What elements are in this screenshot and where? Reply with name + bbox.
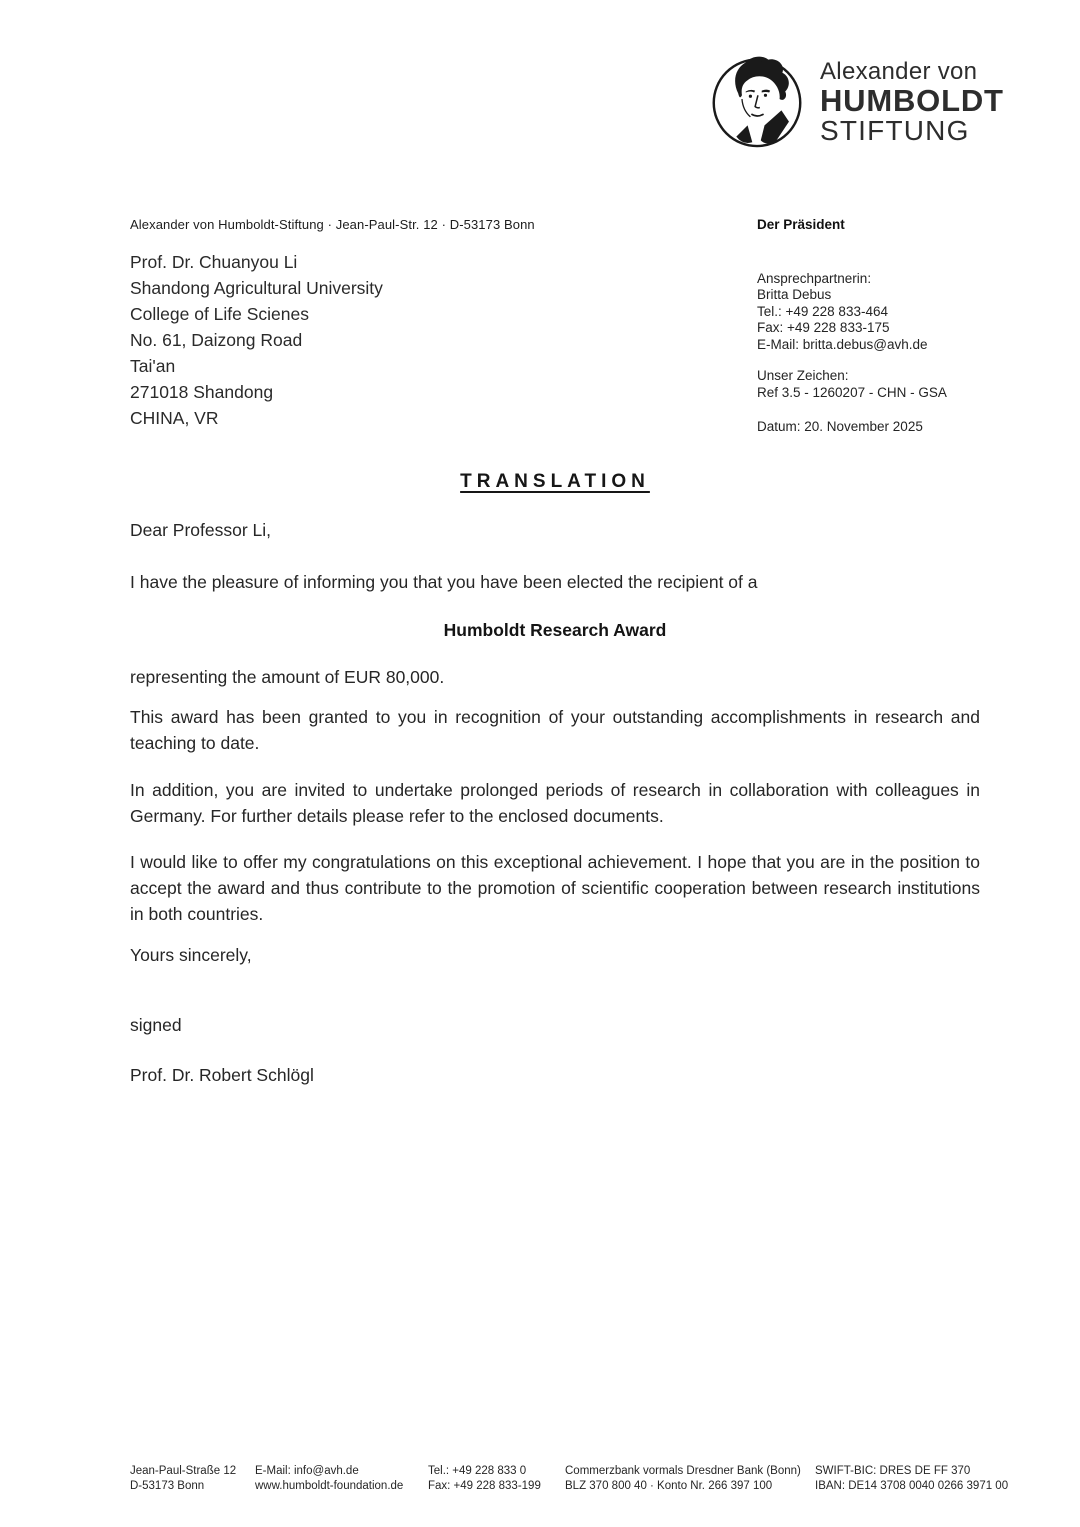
president-label: Der Präsident [757,217,845,232]
contact-label: Ansprechpartnerin: [757,270,872,286]
recipient-college: College of Life Scienes [130,304,309,324]
reference-block [757,368,1017,401]
award-name: Humboldt Research Award [443,620,667,640]
contact-block [757,271,1017,354]
logo-text-humboldt: HUMBOLDT [820,83,1004,118]
recipient-address [130,249,383,431]
humboldt-portrait-icon [710,50,804,150]
recipient-country: CHINA, VR [130,408,219,428]
footer-tel: Tel.: +49 228 833 0 [428,1465,527,1477]
humboldt-foundation-logo [710,50,1004,150]
signed-note: signed [130,1015,182,1035]
salutation: Dear Professor Li, [130,520,272,540]
reference-value: Ref 3.5 - 1260207 - CHN - GSA [757,384,947,400]
letter-info-column [757,217,1017,436]
footer-address-column [130,1464,255,1493]
contact-tel: Tel.: +49 228 833-464 [757,303,888,319]
contact-email: E-Mail: britta.debus@avh.de [757,336,928,352]
footer-swift: SWIFT-BIC: DRES DE FF 370 [815,1465,971,1477]
paragraph-congratulations: I would like to offer my congratulations on this exceptional achievement. I hope that you are in the position to accept the award and thus contribute to the promotion of scientific cooperation between research institutions in both countries. [130,852,980,924]
paragraph-amount: representing the amount of EUR 80,000. [130,667,445,687]
paragraph-intro: I have the pleasure of informing you that you have been elected the recipient of a [130,572,758,592]
footer-email-web-column [255,1464,428,1493]
recipient-street: No. 61, Daizong Road [130,330,303,350]
footer-fax: Fax: +49 228 833-199 [428,1479,541,1492]
footer-street: Jean-Paul-Straße 12 [130,1465,237,1477]
recipient-university: Shandong Agricultural University [130,278,383,298]
letter-footer [130,1464,1030,1493]
paragraph-recognition: This award has been granted to you in recognition of your outstanding accomplishments in research and teaching to date. [130,707,980,753]
letter-title: TRANSLATION [460,471,650,492]
signature-name: Prof. Dr. Robert Schlögl [130,1065,314,1085]
footer-swift-iban-column [815,1464,1030,1493]
footer-bank-account: BLZ 370 800 40 · Konto Nr. 266 397 100 [565,1479,773,1492]
paragraph-invitation: In addition, you are invited to undertake prolonged periods of research in collaboration with colleagues in Germany. For further details please refer to the enclosed documents. [130,780,980,826]
letter-body [130,517,980,1088]
sender-return-address-line: Alexander von Humboldt-Stiftung · Jean-Paul-Str. 12 · D-53173 Bonn [130,217,535,232]
footer-iban: IBAN: DE14 3708 0040 0266 3971 00 [815,1479,1009,1492]
footer-city: D-53173 Bonn [130,1479,205,1492]
recipient-name: Prof. Dr. Chuanyou Li [130,252,298,272]
logo-text-stiftung: STIFTUNG [820,115,970,146]
closing: Yours sincerely, [130,945,252,965]
recipient-city: Tai'an [130,356,176,376]
contact-name: Britta Debus [757,287,832,302]
recipient-postal: 271018 Shandong [130,382,274,402]
footer-phone-column [428,1464,565,1493]
footer-website: www.humboldt-foundation.de [255,1479,404,1492]
reference-label: Unser Zeichen: [757,368,849,383]
footer-email: E-Mail: info@avh.de [255,1465,359,1477]
logo-text-alexander-von: Alexander von [820,58,978,85]
logo-wordmark [820,58,1004,145]
date-line: Datum: 20. November 2025 [757,419,923,434]
contact-fax: Fax: +49 228 833-175 [757,320,890,335]
footer-bank-name: Commerzbank vormals Dresdner Bank (Bonn) [565,1465,801,1477]
footer-bank-column [565,1464,815,1493]
